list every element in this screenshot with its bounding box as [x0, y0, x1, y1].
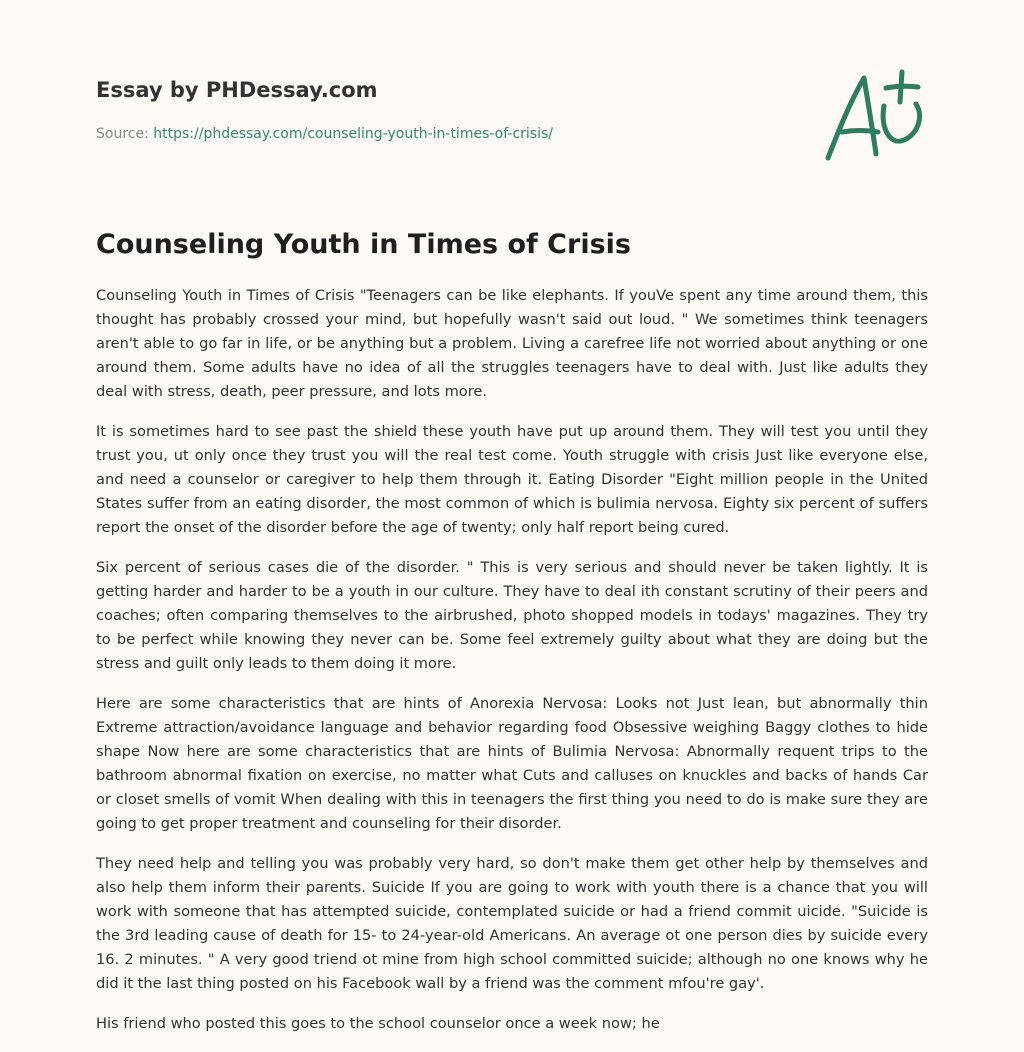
essay-paragraph: His friend who posted this goes to the school counselor once a week now; he [96, 1015, 660, 1032]
essay-paragraph: They need help and telling you was probably very hard, so don't make them get other help by themselves and also help them inform their parents. Suicide If you are going to work with youth there is a chance that you will work with someone that has attempted suicide, contemplated suicide or had a friend commit uicide. "Suicide is the 3rd leading cause of death for 15- to 24-year-old Americans. An average ot one person dies by suicide every 16. 2 minutes. " A very good triend ot mine from high school committed suicide; although no one knows why he did it the last thing posted on his Facebook wall by a friend was the comment mfou're gay'. [96, 855, 928, 992]
source-label: Source: [96, 126, 149, 142]
essay-header [96, 76, 796, 144]
source-link[interactable]: https://phdessay.com/counseling-youth-in-times-of-crisis/ [153, 126, 553, 142]
essay-body [96, 284, 928, 1052]
essay-paragraph: It is sometimes hard to see past the shield these youth have put up around them. They will test you until they trust you, ut only once they trust you will the real test come. Youth struggle with crisis Just like everyone else, and need a counselor or caregiver to help them through it. Eating Disorder "Eight million people in the United States suffer from an eating disorder, the most common of which is bulimia nervosa. Eighty six percent of suffers report the onset of the disorder before the age of twenty; only half report being cured. [96, 423, 928, 536]
a-plus-logo-icon [820, 66, 930, 166]
essay-paragraph: Counseling Youth in Times of Crisis "Teenagers can be like elephants. If youVe spent any time around them, this thought has probably crossed your mind, but hopefully wasn't said out loud. " We sometimes think teenagers aren't able to go far in life, or be anything but a problem. Living a carefree life not worried about anything or one around them. Some adults have no idea of all the struggles teenagers have to deal with. Just like adults they deal with stress, death, peer pressure, and lots more. [96, 287, 928, 400]
essay-paragraph: Six percent of serious cases die of the disorder. " This is very serious and should never be taken lightly. It is getting harder and harder to be a youth in our culture. They have to deal ith constant scrutiny of their peers and coaches; often comparing themselves to the airbrushed, photo shopped models in todays' magazines. They try to be perfect while knowing they never can be. Some feel extremely guilty about what they are doing but the stress and guilt only leads to them doing it more. [96, 559, 928, 672]
source-line [96, 124, 796, 144]
essay-paragraph: Here are some characteristics that are hints of Anorexia Nervosa: Looks not Just lean, but abnormally thin Extreme attraction/avoidance language and behavior regarding food Obsessive weighing Baggy clothes to hide shape Now here are some characteristics that are hints of Bulimia Nervosa: Abnormally requent trips to the bathroom abnormal fixation on exercise, no matter what Cuts and calluses on knuckles and backs of hands Car or closet smells of vomit When dealing with this in teenagers the first thing you need to do is make sure they are going to get proper treatment and counseling for their disorder. [96, 695, 928, 832]
site-brand: Essay by PHDessay.com [96, 78, 378, 102]
essay-title: Counseling Youth in Times of Crisis [96, 229, 631, 260]
